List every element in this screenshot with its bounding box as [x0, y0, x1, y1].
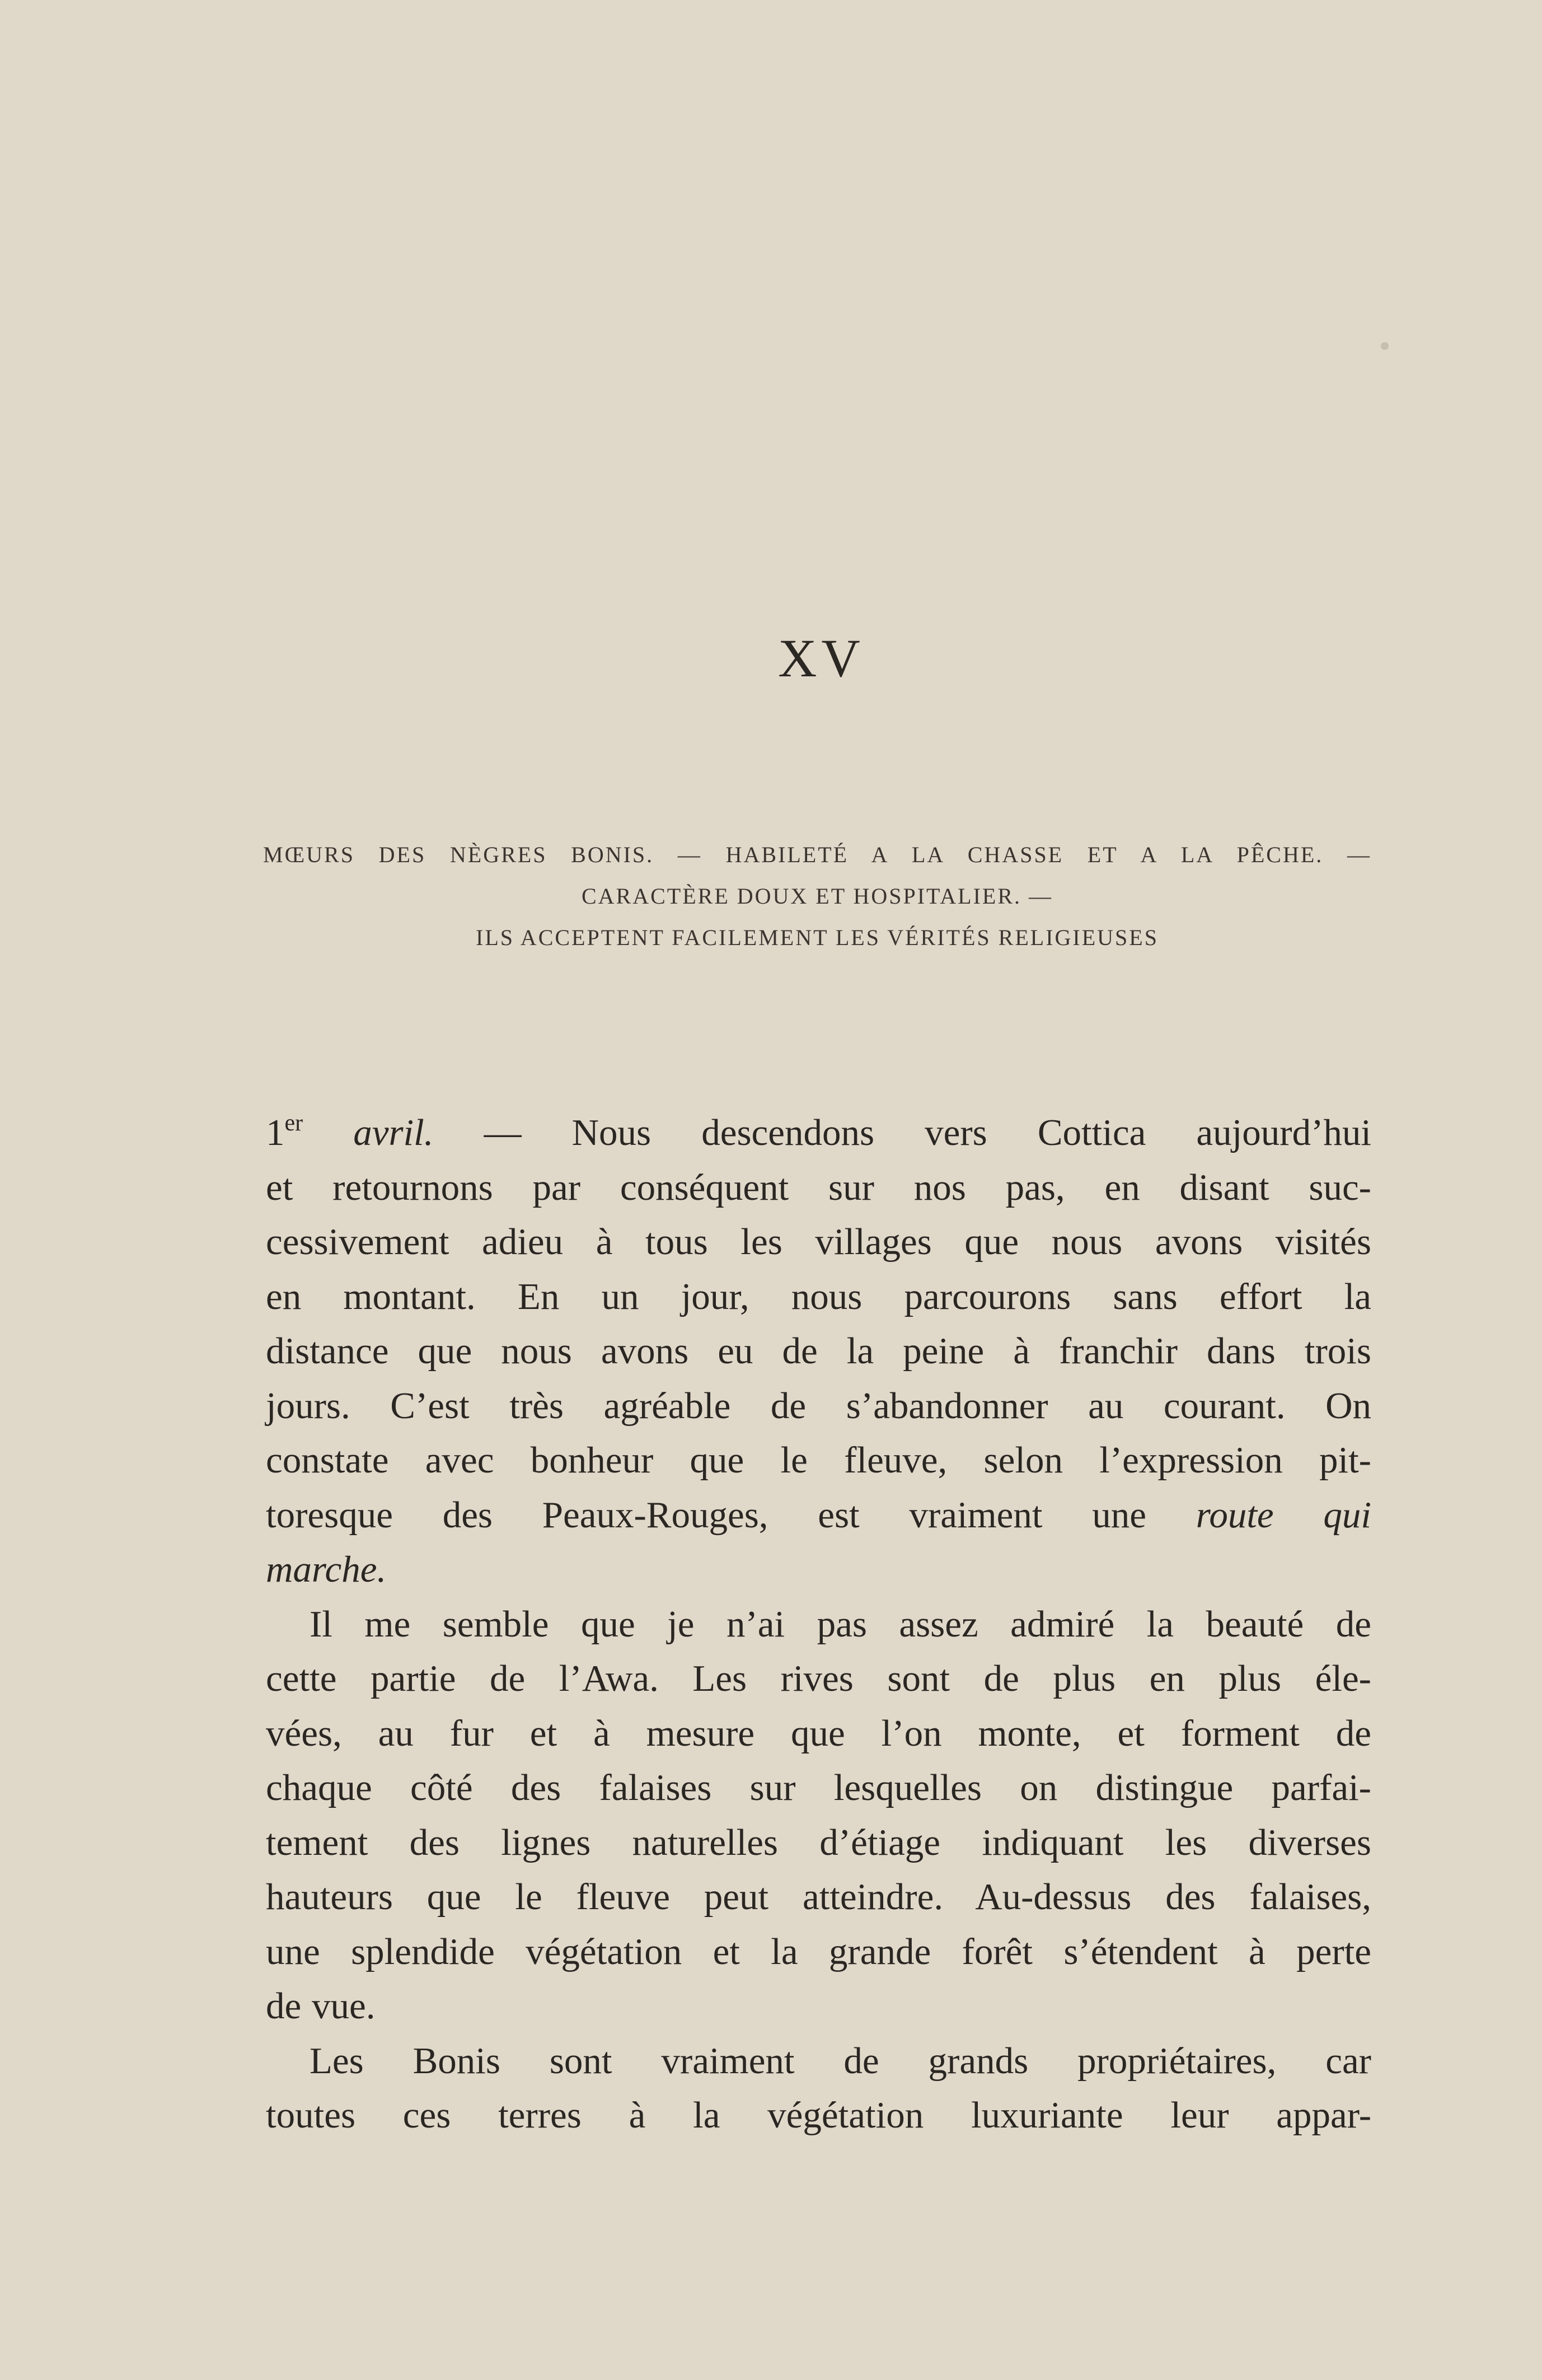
date-superscript: er	[284, 1110, 303, 1136]
text-line: constate avec bonheur que le fleuve, selon l’expression pit-	[266, 1439, 1371, 1481]
text-line	[266, 1488, 1371, 1543]
text-line: chaque côté des falaises sur lesquelles on distingue parfai-	[266, 1767, 1371, 1808]
line-text: toresque des Peaux-Rouges, est vraiment une	[266, 1494, 1146, 1536]
date-month: avril.	[353, 1112, 434, 1153]
chapter-summary	[263, 834, 1371, 958]
text-line	[266, 1106, 1371, 1161]
text-line: vées, au fur et à mesure que l’on monte, et forment de	[266, 1712, 1371, 1754]
summary-line-3: ILS ACCEPTENT FACILEMENT LES VÉRITÉS RELIGIEUSES	[476, 925, 1159, 950]
summary-line-1: MŒURS DES NÈGRES BONIS. — HABILETÉ A LA CHASSE ET A LA PÊCHE. —	[263, 842, 1371, 867]
text-line: en montant. En un jour, nous parcourons sans effort la	[266, 1275, 1371, 1317]
text-line: hauteurs que le fleuve peut atteindre. Au-dessus des falaises,	[266, 1876, 1371, 1918]
text-line: une splendide végétation et la grande forêt s’étendent à perte	[266, 1930, 1371, 1972]
summary-line-2: CARACTÈRE DOUX ET HOSPITALIER. —	[581, 883, 1053, 909]
date-day: 1	[266, 1112, 285, 1153]
text-line: Les Bonis sont vraiment de grands propriétaires, car	[310, 2040, 1371, 2082]
text-line: toutes ces terres à la végétation luxuriante leur appar-	[266, 2094, 1371, 2136]
text-line: distance que nous avons eu de la peine à franchir dans trois	[266, 1330, 1371, 1372]
text-line	[266, 1542, 1371, 1597]
text-line: cette partie de l’Awa. Les rives sont de plus en plus éle-	[266, 1658, 1371, 1699]
body-text	[266, 1106, 1371, 2143]
text-line: cessivement adieu à tous les villages que nous avons visités	[266, 1221, 1371, 1263]
italic-phrase: route qui	[1196, 1494, 1372, 1536]
text-line: et retournons par conséquent sur nos pas, en disant suc-	[266, 1166, 1371, 1208]
paper-speck	[1381, 342, 1389, 350]
text-line: Il me semble que je n’ai pas assez admiré la beauté de	[310, 1603, 1371, 1645]
text-line: tement des lignes naturelles d’étiage indiquant les diverses	[266, 1821, 1371, 1863]
text-line: de vue.	[266, 1985, 376, 2027]
line-text: — Nous descendons vers Cottica aujourd’hui	[484, 1112, 1372, 1153]
text-line: jours. C’est très agréable de s’abandonner au courant. On	[266, 1385, 1371, 1427]
italic-phrase: marche.	[266, 1549, 387, 1590]
chapter-numeral: XV	[778, 628, 865, 688]
